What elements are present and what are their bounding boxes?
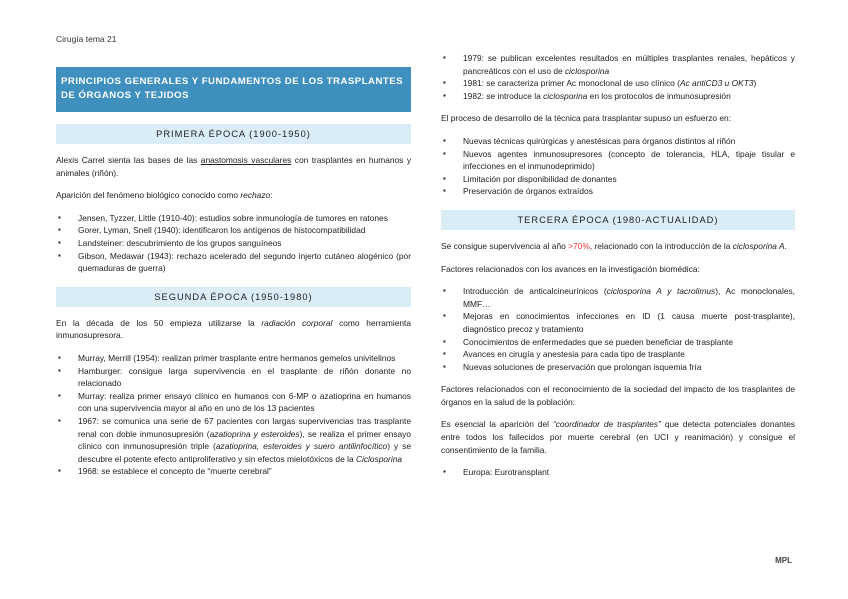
list-item: ▪ Preservación de órganos extraídos (463, 185, 795, 198)
list-item-1982: ▪ 1982: se introduce la ciclosporina en los protocolos de inmunosupresión (463, 90, 795, 103)
list-item: ▪ Conocimientos de enfermedades que se pueden beneficiar de trasplante (463, 336, 795, 349)
page-title: PRINCIPIOS GENERALES Y FUNDAMENTOS DE LOS TRASPLANTES DE ÓRGANOS Y TEJIDOS (56, 67, 411, 112)
list-item: ▪ Avances en cirugía y anestesia para cada tipo de trasplante (463, 348, 795, 361)
list-item: ▪ Nuevas soluciones de preservación que prolongan isquemia fría (463, 361, 795, 374)
society-list (441, 466, 795, 479)
biomedical-factors-paragraph: Factores relacionados con los avances en la investigación biomédica: (441, 263, 700, 274)
list-item: ▪ Europa: Eurotransplant (463, 466, 795, 479)
list-item: ▪ Jensen, Tyzzer, Little (1910-40): estudios sobre inmunología de tumores en ratones (78, 212, 411, 225)
section-heading-era3: TERCERA ÉPOCA (1980-ACTUALIDAD) (441, 210, 795, 230)
left-column (56, 50, 411, 488)
list-item: ▪ Landsteiner: descubrimiento de los grupos sanguíneos (78, 237, 411, 250)
list-item: ▪ Introducción de anticalcineurínicos (ciclosporina A y tacrolimus), Ac monoclonales, MMF… (463, 285, 795, 310)
section-heading-era2: SEGUNDA ÉPOCA (1950-1980) (56, 287, 411, 307)
survival-paragraph: Se consigue supervivencia al año >70%, relacionado con la introducción de la ciclosporina A. (441, 240, 787, 251)
list-item: ▪ Murray, Merrill (1954): realizan primer trasplante entre hermanos gemelos univitelinos (78, 352, 411, 365)
society-factors-paragraph: Factores relacionados con el reconocimiento de la sociedad del impacto de los trasplantes de órganos en la salud de la población: (441, 384, 795, 407)
carrel-paragraph: Alexis Carrel sienta las bases de las anastomosis vasculares con trasplantes en humanos y animales (riñón). (56, 155, 412, 178)
footer-initials: MPL (775, 556, 792, 565)
biomedical-list (441, 285, 795, 373)
rechazo-paragraph: Aparición del fenómeno biológico conocido como rechazo: (56, 190, 273, 201)
list-item: ▪ Murray: realiza primer ensayo clínico en humanos con 6-MP o azatioprina en humanos con una supervivencia mayor al año en uno de los 13 pacientes (78, 390, 411, 415)
list-item: ▪ Mejoras en conocimientos infecciones en ID (1 causa muerte post-trasplante), diagnóstico precoz y tratamiento (463, 310, 795, 335)
radiation-paragraph: En la década de los 50 empieza utilizarse la radiación corporal como herramienta inmunosupresora. (56, 317, 411, 341)
list-item-1979: ▪ 1979: se publican excelentes resultados en múltiples trasplantes renales, hepáticos y pancreáticos con el uso de ciclosporina (463, 52, 795, 77)
effort-list (441, 135, 795, 198)
document-header: Cirugía tema 21 (56, 34, 117, 44)
list-item: ▪ Nuevas técnicas quirúrgicas y anestésicas para órganos distintos al riñón (463, 135, 795, 148)
section-heading-era1: PRIMERA ÉPOCA (1900-1950) (56, 124, 411, 144)
right-column (441, 52, 795, 489)
list-item: ▪ Limitación por disponibilidad de donantes (463, 173, 795, 186)
era2-list (56, 352, 411, 478)
survival-highlight: >70% (568, 240, 590, 251)
era1-list (56, 212, 411, 275)
list-item-1967: ▪ 1967: se comunica una serie de 67 pacientes con largas supervivencias tras trasplante renal con doble inmunosupresión (azatioprina y esteroides), se realiza el primer ensayo clínico con inmunosupresión triple (azatioprina, esteroides y suero antilinfocítico) y se descubre el potente efecto antiproliferativo y sin efectos mielotóxicos de la Ciclosporina (78, 415, 411, 465)
effort-paragraph: El proceso de desarrollo de la técnica para trasplantar supuso un esfuerzo en: (441, 113, 732, 124)
list-item-1981: ▪ 1981: se caracteriza primer Ac monoclonal de uso clínico (Ac antiCD3 u OKT3) (463, 77, 795, 90)
list-item: ▪ Hamburger: consigue larga supervivencia en el trasplante de riñón donante no relacionado (78, 365, 411, 390)
list-item: ▪ Gorer, Lyman, Snell (1940): identificaron los antígenos de histocompatibilidad (78, 224, 411, 237)
era2-list-continued (441, 52, 795, 102)
list-item: ▪ Gibson, Medawar (1943): rechazo acelerado del segundo injerto cutáneo alogénico (por quemaduras de guerra) (78, 250, 411, 275)
list-item: ▪ Nuevos agentes inmunosupresores (concepto de tolerancia, HLA, tipaje tisular e infecciones en el inmunodeprimido) (463, 148, 795, 173)
list-item-1968: ▪ 1968: se establece el concepto de “muerte cerebral” (78, 465, 411, 478)
coordinator-paragraph: Es esencial la aparición del “coordinador de trasplantes” que detecta potenciales donantes entre todos los fallecidos por muerte cerebral (en UCI y reanimación) y consigue el consentimiento de la familia. (441, 419, 795, 455)
